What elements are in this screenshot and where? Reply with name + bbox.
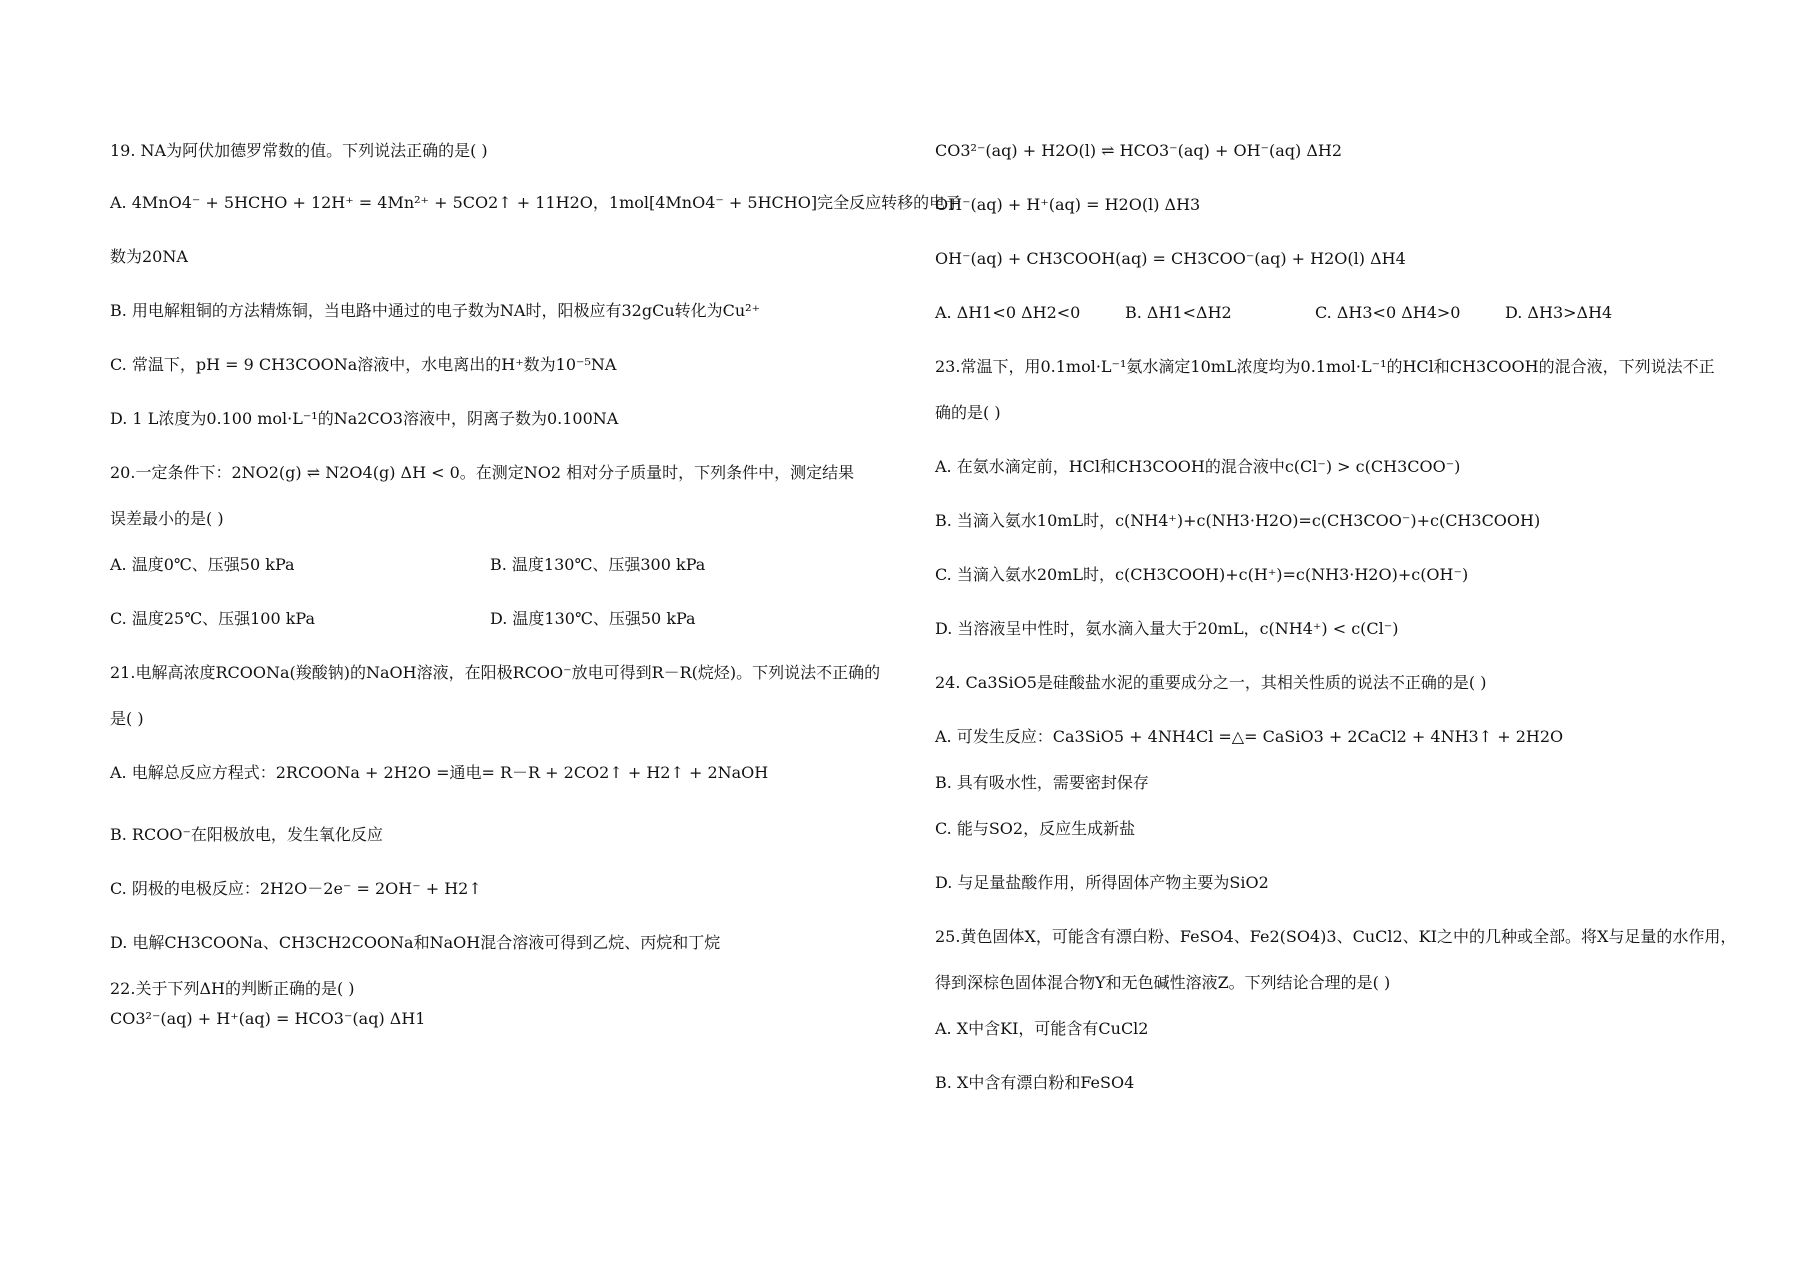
question-25 <box>935 926 1735 1094</box>
q19-option-c: C. 常温下，pH = 9 CH3COONa溶液中，水电离出的H⁺数为10⁻⁵NA <box>110 355 617 374</box>
q20-option-c: C. 温度25℃、压强100 kPa <box>110 609 316 628</box>
question-21 <box>110 662 910 954</box>
q20-option-b: B. 温度130℃、压强300 kPa <box>490 555 706 574</box>
q23-option-a: A. 在氨水滴定前，HCl和CH3COOH的混合液中c(Cl⁻) > c(CH3COO⁻) <box>935 457 1461 476</box>
q23-option-d: D. 当溶液呈中性时，氨水滴入量大于20mL，c(NH4⁺) < c(Cl⁻) <box>935 619 1399 638</box>
q20-stem-2: 误差最小的是( ) <box>110 509 224 528</box>
question-23 <box>935 356 1735 640</box>
question-20 <box>110 462 910 630</box>
question-19 <box>110 140 962 430</box>
q25-stem-2: 得到深棕色固体混合物Y和无色碱性溶液Z。下列结论合理的是( ) <box>935 973 1391 992</box>
q24-stem: 24. Ca3SiO5是硅酸盐水泥的重要成分之一，其相关性质的说法不正确的是( ) <box>935 673 1487 692</box>
q22-equation-3: OH⁻(aq) + H⁺(aq) = H2O(l) ΔH3 <box>935 195 1201 214</box>
q25-stem-1: 25.黄色固体X，可能含有漂白粉、FeSO4、Fe2(SO4)3、CuCl2、KI之中的几种或全部。将X与足量的水作用， <box>935 927 1737 946</box>
question-22-cont <box>935 140 1735 324</box>
q22-option-d: D. ΔH3>ΔH4 <box>1505 303 1613 322</box>
q20-stem-1: 20.一定条件下：2NO2(g) ⇌ N2O4(g) ΔH < 0。在测定NO2 相对分子质量时，下列条件中，测定结果 <box>110 463 855 482</box>
q22-equation-4: OH⁻(aq) + CH3COOH(aq) = CH3COO⁻(aq) + H2O(l) ΔH4 <box>935 249 1406 268</box>
q21-option-c: C. 阴极的电极反应：2H2O－2e⁻ = 2OH⁻ + H2↑ <box>110 879 482 898</box>
q24-option-d: D. 与足量盐酸作用，所得固体产物主要为SiO2 <box>935 873 1269 892</box>
q24-option-c: C. 能与SO2，反应生成新盐 <box>935 819 1136 838</box>
q21-option-b: B. RCOO⁻在阳极放电，发生氧化反应 <box>110 825 383 844</box>
q25-option-a: A. X中含KI，可能含有CuCl2 <box>935 1019 1149 1038</box>
q22-equation-2: CO3²⁻(aq) + H2O(l) ⇌ HCO3⁻(aq) + OH⁻(aq) ΔH2 <box>935 141 1343 160</box>
q20-option-a: A. 温度0℃、压强50 kPa <box>110 555 295 574</box>
q21-option-a: A. 电解总反应方程式：2RCOONa + 2H2O =通电= R－R + 2CO2↑ + H2↑ + 2NaOH <box>110 763 769 782</box>
question-24 <box>935 672 1735 894</box>
q19-option-b: B. 用电解粗铜的方法精炼铜，当电路中通过的电子数为NA时，阳极应有32gCu转化为Cu²⁺ <box>110 301 761 320</box>
q21-stem-1: 21.电解高浓度RCOONa(羧酸钠)的NaOH溶液，在阳极RCOO⁻放电可得到R－R(烷烃)。下列说法不正确的 <box>110 663 881 682</box>
q22-option-b: B. ΔH1<ΔH2 <box>1125 303 1232 322</box>
q21-option-d: D. 电解CH3COONa、CH3CH2COONa和NaOH混合溶液可得到乙烷、丙烷和丁烷 <box>110 933 721 952</box>
q22-option-a: A. ΔH1<0 ΔH2<0 <box>935 303 1081 322</box>
left-column <box>110 140 962 1030</box>
q20-option-d: D. 温度130℃、压强50 kPa <box>490 609 696 628</box>
q22-stem: 22.关于下列ΔH的判断正确的是( ) <box>110 979 355 998</box>
q21-stem-2: 是( ) <box>110 709 144 728</box>
q19-option-a-cont: 数为20NA <box>110 247 188 266</box>
q23-option-c: C. 当滴入氨水20mL时，c(CH3COOH)+c(H⁺)=c(NH3·H2O)+c(OH⁻) <box>935 565 1469 584</box>
q25-option-b: B. X中含有漂白粉和FeSO4 <box>935 1073 1135 1092</box>
q23-option-b: B. 当滴入氨水10mL时，c(NH4⁺)+c(NH3·H2O)=c(CH3COO⁻)+c(CH3COOH) <box>935 511 1541 530</box>
q23-stem-1: 23.常温下，用0.1mol·L⁻¹氨水滴定10mL浓度均为0.1mol·L⁻¹的HCl和CH3COOH的混合液，下列说法不正 <box>935 357 1715 376</box>
q19-option-a: A. 4MnO4⁻ + 5HCHO + 12H⁺ = 4Mn²⁺ + 5CO2↑ + 11H2O，1mol[4MnO4⁻ + 5HCHO]完全反应转移的电子 <box>110 193 962 212</box>
q22-equation-1: CO3²⁻(aq) + H⁺(aq) = HCO3⁻(aq) ΔH1 <box>110 1009 426 1028</box>
q23-stem-2: 确的是( ) <box>935 403 1001 422</box>
q24-option-b: B. 具有吸水性，需要密封保存 <box>935 773 1149 792</box>
q19-stem: 19. NA为阿伏加德罗常数的值。下列说法正确的是( ) <box>110 141 488 160</box>
question-22-start <box>110 978 910 1030</box>
q22-option-c: C. ΔH3<0 ΔH4>0 <box>1315 303 1461 322</box>
right-column <box>935 140 1735 1094</box>
q19-option-d: D. 1 L浓度为0.100 mol·L⁻¹的Na2CO3溶液中，阴离子数为0.100NA <box>110 409 619 428</box>
q24-option-a: A. 可发生反应：Ca3SiO5 + 4NH4Cl =△= CaSiO3 + 2CaCl2 + 4NH3↑ + 2H2O <box>935 727 1564 746</box>
